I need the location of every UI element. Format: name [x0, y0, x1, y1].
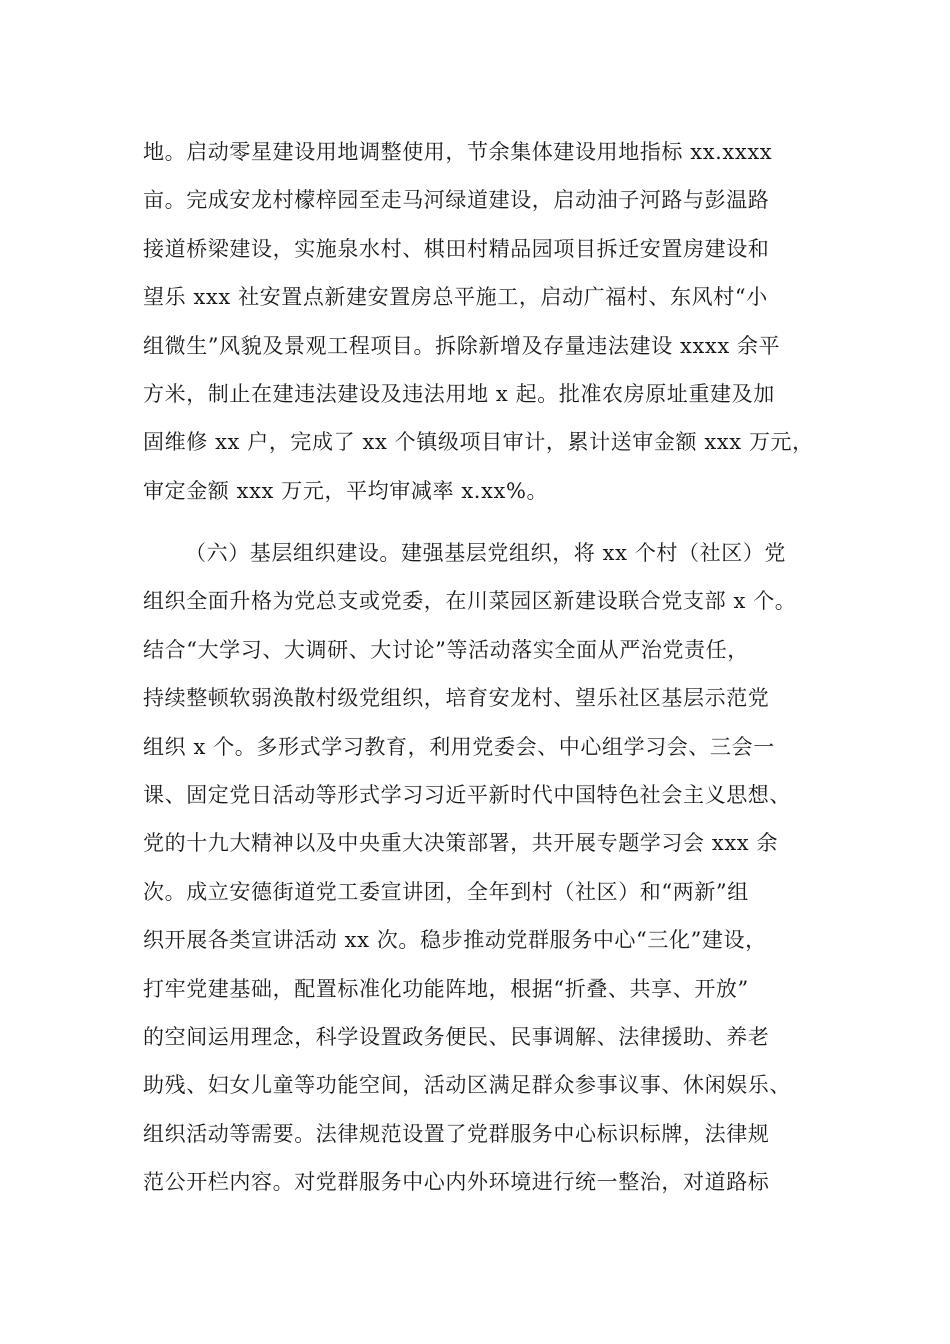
text-line: 持续整顿软弱涣散村级党组织，培育安龙村、望乐社区基层示范党	[143, 686, 770, 711]
text-line: 织开展各类宣讲活动 xx 次。稳步推动党群服务中心“三化”建设，	[143, 928, 767, 953]
text-line: 望乐 xxx 社安置点新建安置房总平施工，启动广福村、东风村“小	[143, 285, 768, 310]
section-heading-line: （六）基层组织建设。建强基层党组织，将 xx 个村（社区）党	[185, 541, 787, 565]
text-line: 组织活动等需要。法律规范设置了党群服务中心标识标牌，法律规	[143, 1121, 770, 1146]
text-line: 组织全面升格为党总支或党委，在川菜园区新建设联合党支部 x 个。	[143, 589, 797, 614]
text-line: 组织 x 个。多形式学习教育，利用党委会、中心组学习会、三会一	[143, 734, 775, 759]
text-line: 党的十九大精神以及中央重大决策部署，共开展专题学习会 xxx 余	[143, 831, 779, 856]
text-line: 打牢党建基础，配置标准化功能阵地，根据“折叠、共享、开放”	[143, 976, 749, 1001]
text-line: 方米，制止在建违法建设及违法用地 x 起。批准农房原址重建及加	[143, 381, 775, 406]
text-line: 的空间运用理念，科学设置政务便民、民事调解、法律援助、养老	[143, 1024, 770, 1049]
text-line: 课、固定党日活动等形式学习习近平新时代中国特色社会主义思想、	[143, 782, 791, 807]
text-line: 固维修 xx 户，完成了 xx 个镇级项目审计，累计送审金额 xxx 万元，	[143, 430, 814, 455]
paragraph-grassroots-organization	[143, 529, 823, 1206]
text-line: 审定金额 xxx 万元，平均审减率 x.xx%。	[143, 478, 549, 503]
text-line: 范公开栏内容。对党群服务中心内外环境进行统一整治，对道路标	[143, 1170, 770, 1195]
text-line: 次。成立安德街道党工委宣讲团，全年到村（社区）和“两新”组	[143, 879, 749, 904]
text-line: 地。启动零星建设用地调整使用，节余集体建设用地指标 xx.xxxx	[143, 140, 773, 164]
text-line: 助残、妇女儿童等功能空间，活动区满足群众参事议事、休闲娱乐、	[143, 1073, 791, 1098]
text-line: 亩。完成安龙村檬梓园至走马河绿道建设，启动油子河路与彭温路	[143, 188, 770, 213]
text-line: 结合“大学习、大调研、大讨论”等活动落实全面从严治党责任，	[143, 637, 749, 662]
text-line: 组微生”风貌及景观工程项目。拆除新增及存量违法建设 xxxx 余平	[143, 333, 781, 358]
paragraph-land-construction	[143, 128, 823, 515]
text-line: 接道桥梁建设，实施泉水村、棋田村精品园项目拆迁安置房建设和	[143, 236, 770, 261]
